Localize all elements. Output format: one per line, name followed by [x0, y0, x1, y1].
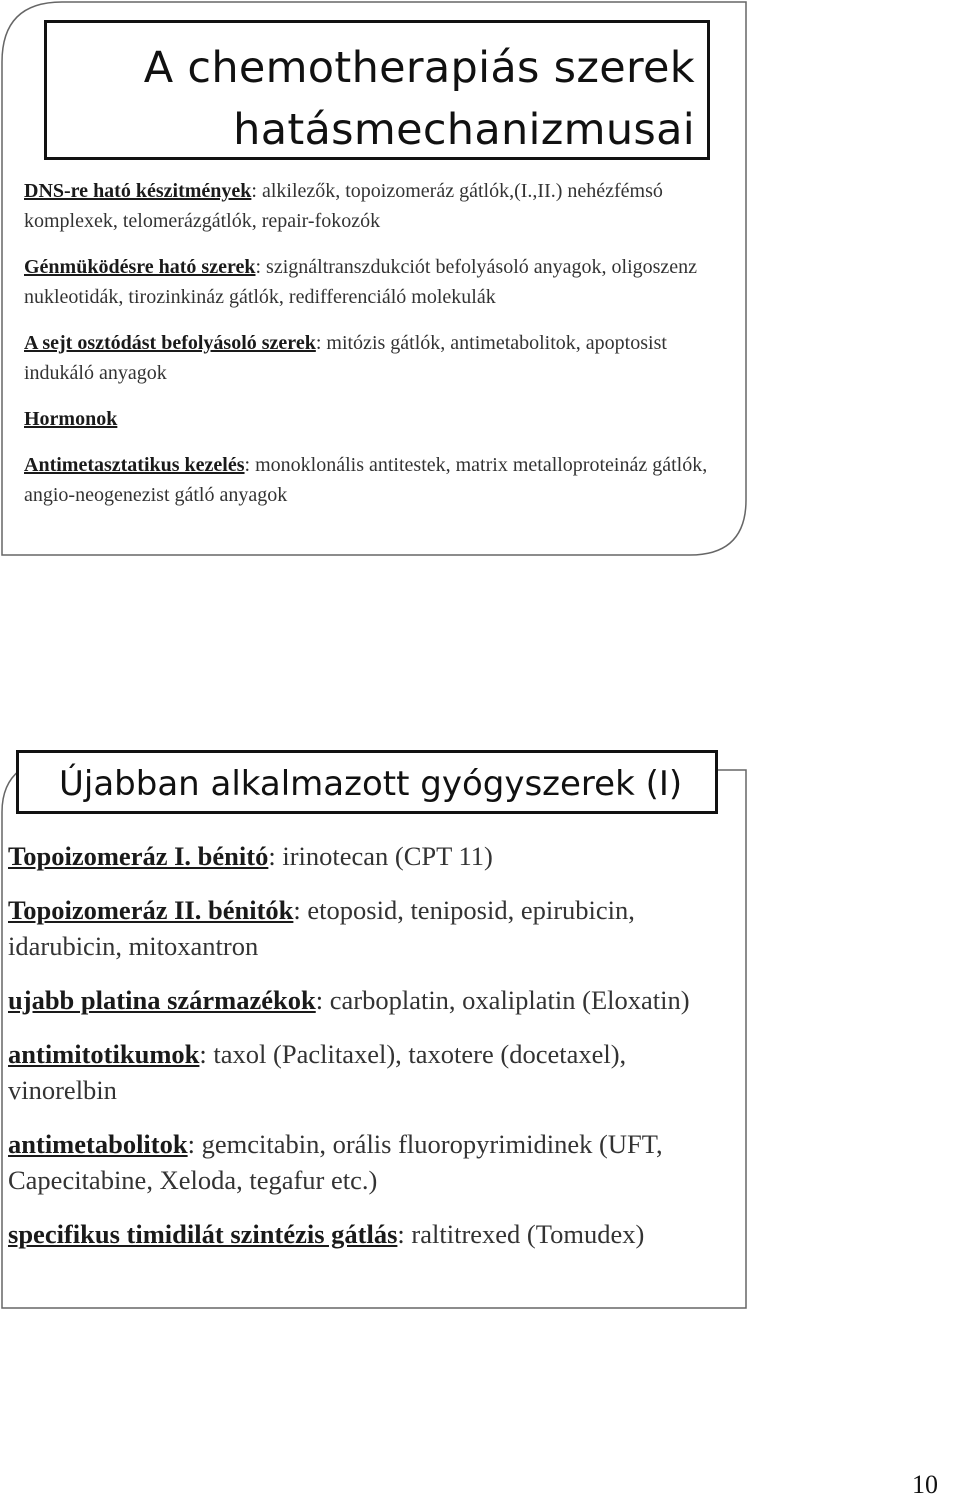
item-separator: : — [244, 454, 251, 476]
slide-2-title-box — [16, 750, 718, 814]
slide-2-item — [8, 982, 740, 1018]
item-text: etoposid, teniposid, epirubicin, idarubicin, mitoxantron — [8, 895, 635, 961]
item-text: alkilezők, topoizomeráz gátlók,(I.,II.) nehézfémsó komplexek, telomerázgátlók, repair-fokozók — [24, 180, 663, 232]
item-label: specifikus timidilát szintézis gátlás — [8, 1219, 398, 1249]
item-text: gemcitabin, orális fluoropyrimidinek (UFT, Capecitabine, Xeloda, tegafur etc.) — [8, 1129, 663, 1195]
item-text: irinotecan (CPT 11) — [275, 841, 493, 871]
item-separator: : — [315, 985, 324, 1015]
slide-2-item — [8, 892, 740, 964]
item-separator: : — [199, 1039, 207, 1069]
slide-2-body — [8, 838, 740, 1270]
item-label: ujabb platina származékok — [8, 985, 316, 1015]
item-separator: : — [315, 332, 322, 354]
item-label: Topoizomeráz I. bénitó — [8, 841, 269, 871]
slide-1-item — [24, 404, 734, 434]
slide-1-title-line-1: A chemotherapiás szerek — [143, 43, 695, 93]
item-text: raltitrexed (Tomudex) — [404, 1219, 645, 1249]
slide-1-title-line-2: hatásmechanizmusai — [233, 105, 695, 155]
item-separator: : — [251, 180, 257, 202]
slide-2-item — [8, 1126, 740, 1198]
slide-2-item — [8, 838, 740, 874]
item-label: Hormonok — [24, 408, 118, 430]
item-label: Génmüködésre ható szerek — [24, 256, 256, 278]
item-text: carboplatin, oxaliplatin (Eloxatin) — [323, 985, 690, 1015]
item-separator: : — [293, 895, 301, 925]
slide-1-item — [24, 328, 734, 388]
slide-2-item — [8, 1036, 740, 1108]
item-separator: : — [268, 841, 276, 871]
item-label: Topoizomeráz II. bénitók — [8, 895, 294, 925]
item-text: taxol (Paclitaxel), taxotere (docetaxel), vinorelbin — [8, 1039, 627, 1105]
item-label: DNS-re ható készitmények — [24, 180, 252, 202]
item-label: antimitotikumok — [8, 1039, 200, 1069]
item-separator: : — [397, 1219, 405, 1249]
item-text: mitózis gátlók, antimetabolitok, apoptosist indukáló anyagok — [24, 332, 667, 384]
slide-2 — [0, 750, 750, 1310]
item-separator: : — [255, 256, 262, 278]
slide-1-body — [24, 176, 734, 526]
item-label: Antimetasztatikus kezelés — [24, 454, 245, 476]
slide-1-title-box — [44, 20, 710, 160]
item-text: monoklonális antitestek, matrix metalloproteináz gátlók, angio-neogenezist gátló anyagok — [24, 454, 708, 506]
slide-1 — [0, 0, 750, 558]
item-label: antimetabolitok — [8, 1129, 188, 1159]
item-text: szignáltranszdukciót befolyásoló anyagok, oligoszenz nukleotidák, tirozinkináz gátlók, redifferenciáló molekulák — [24, 256, 698, 308]
item-label: A sejt osztódást befolyásoló szerek — [24, 332, 316, 354]
slide-1-item — [24, 176, 734, 236]
item-separator: : — [187, 1129, 195, 1159]
slide-2-item — [8, 1216, 740, 1252]
slide-2-title: Újabban alkalmazott gyógyszerek (I) — [59, 764, 683, 804]
slide-1-item — [24, 450, 734, 510]
slide-1-item — [24, 252, 734, 312]
page-number: 10 — [912, 1470, 938, 1499]
